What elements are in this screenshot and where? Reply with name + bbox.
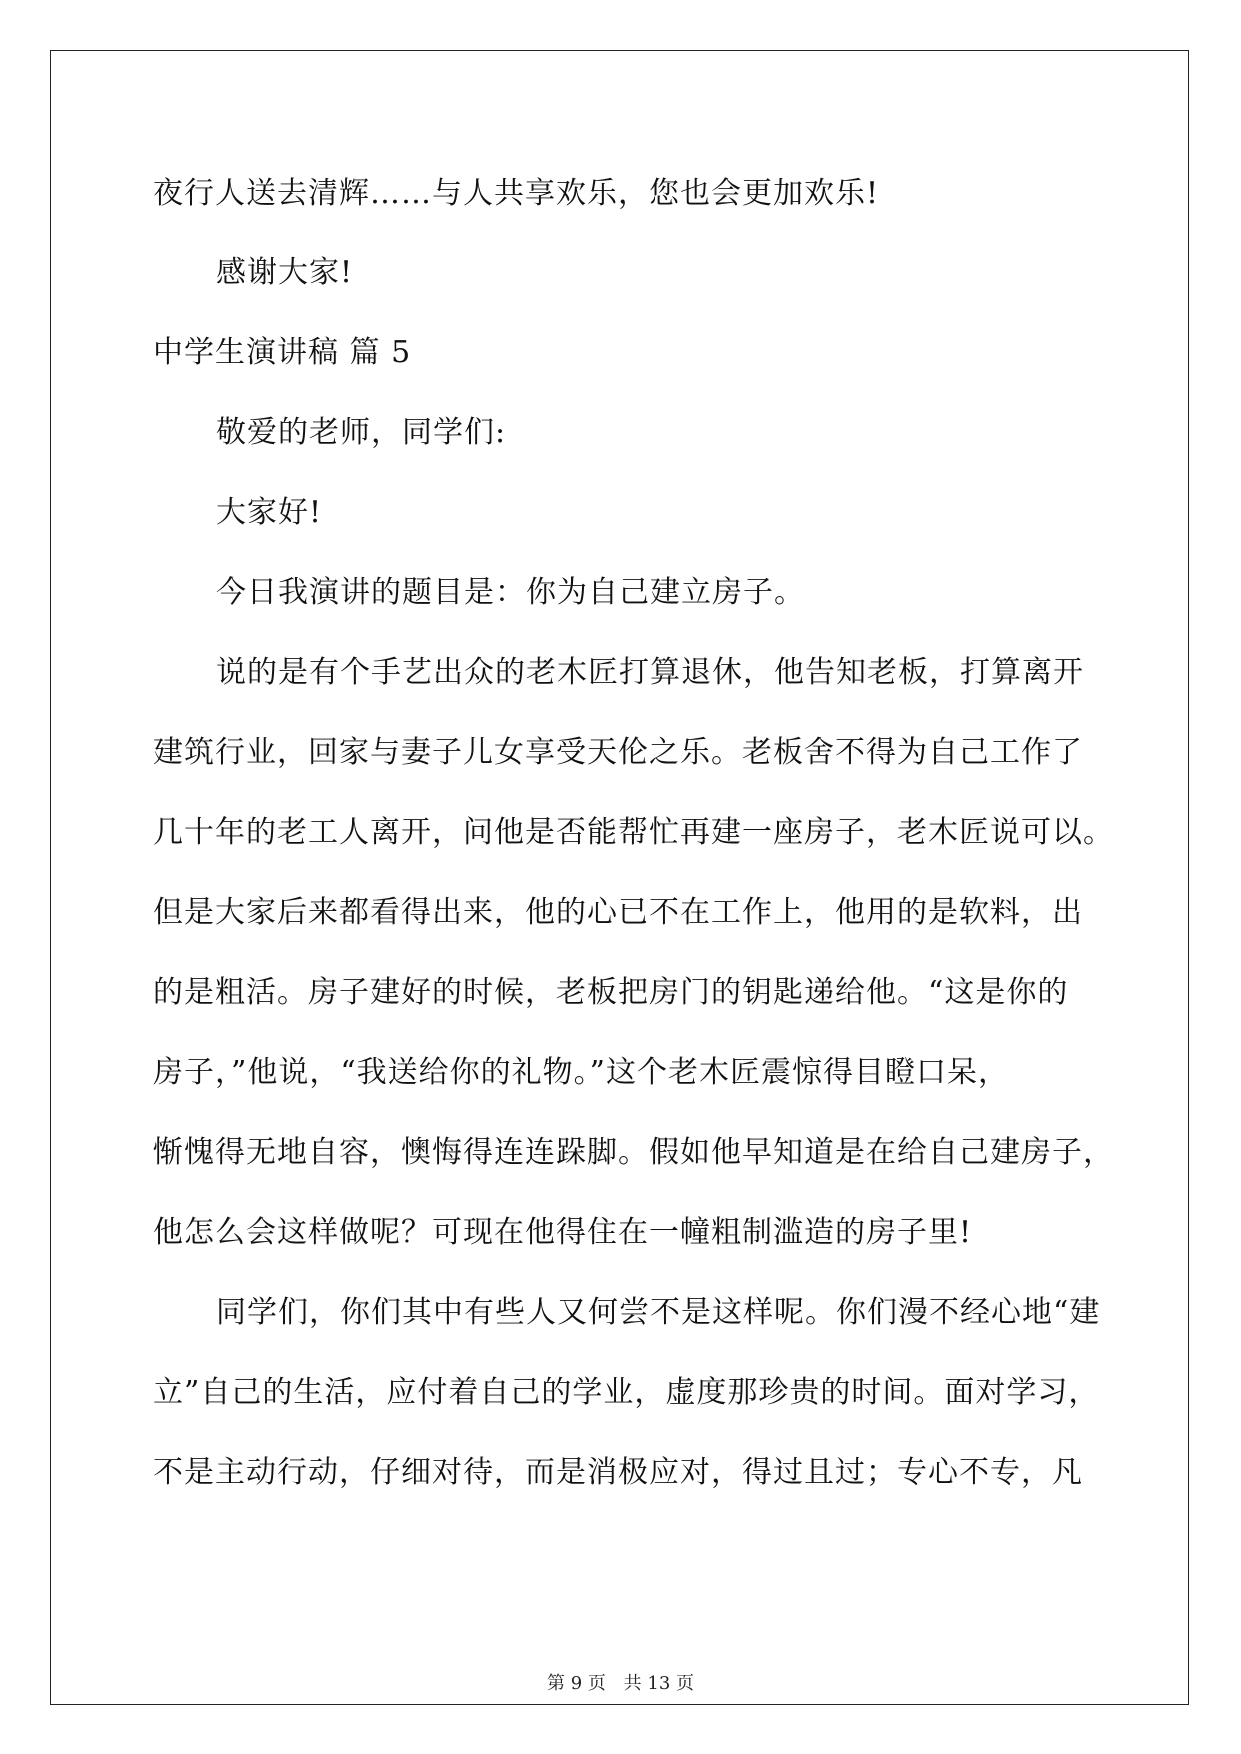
text-line: 的是粗活。房子建好的时候，老板把房门的钥匙递给他。“这是你的 <box>153 975 1069 1010</box>
page-total: 共 13 页 <box>623 1673 694 1694</box>
text-line: 惭愧得无地自容，懊悔得连连跺脚。假如他早知道是在给自己建房子， <box>153 1135 1114 1170</box>
text-line: 建筑行业，回家与妻子儿女享受天伦之乐。老板舍不得为自己工作了 <box>153 735 1083 770</box>
text-line: 几十年的老工人离开，问他是否能帮忙再建一座房子，老木匠说可以。 <box>153 815 1114 850</box>
text-line: 今日我演讲的题目是：你为自己建立房子。 <box>216 575 805 610</box>
text-line: 说的是有个手艺出众的老木匠打算退休，他告知老板，打算离开 <box>216 655 1084 690</box>
text-line: 但是大家后来都看得出来，他的心已不在工作上，他用的是软料，出 <box>153 895 1083 930</box>
text-line: 他怎么会这样做呢？可现在他得住在一幢粗制滥造的房子里! <box>153 1215 973 1250</box>
closing-line: 感谢大家! <box>216 255 354 290</box>
text-line: 立”自己的生活，应付着自己的学业，虚度那珍贵的时间。面对学习， <box>153 1375 1100 1410</box>
page-footer <box>0 1672 1241 1696</box>
page-number: 第 9 页 <box>547 1673 606 1694</box>
greeting: 大家好! <box>216 495 323 530</box>
text-line: 不是主动行动，仔细对待，而是消极应对，得过且过；专心不专，凡 <box>153 1455 1083 1490</box>
section-heading: 中学生演讲稿 篇 5 <box>153 335 412 370</box>
text-line: 夜行人送去清辉……与人共享欢乐，您也会更加欢乐! <box>153 176 880 211</box>
text-line: 同学们，你们其中有些人又何尝不是这样呢。你们漫不经心地“建 <box>216 1295 1101 1330</box>
text-line: 房子，”他说，“我送给你的礼物。”这个老木匠震惊得目瞪口呆， <box>153 1055 1010 1090</box>
salutation: 敬爱的老师，同学们: <box>216 415 507 450</box>
